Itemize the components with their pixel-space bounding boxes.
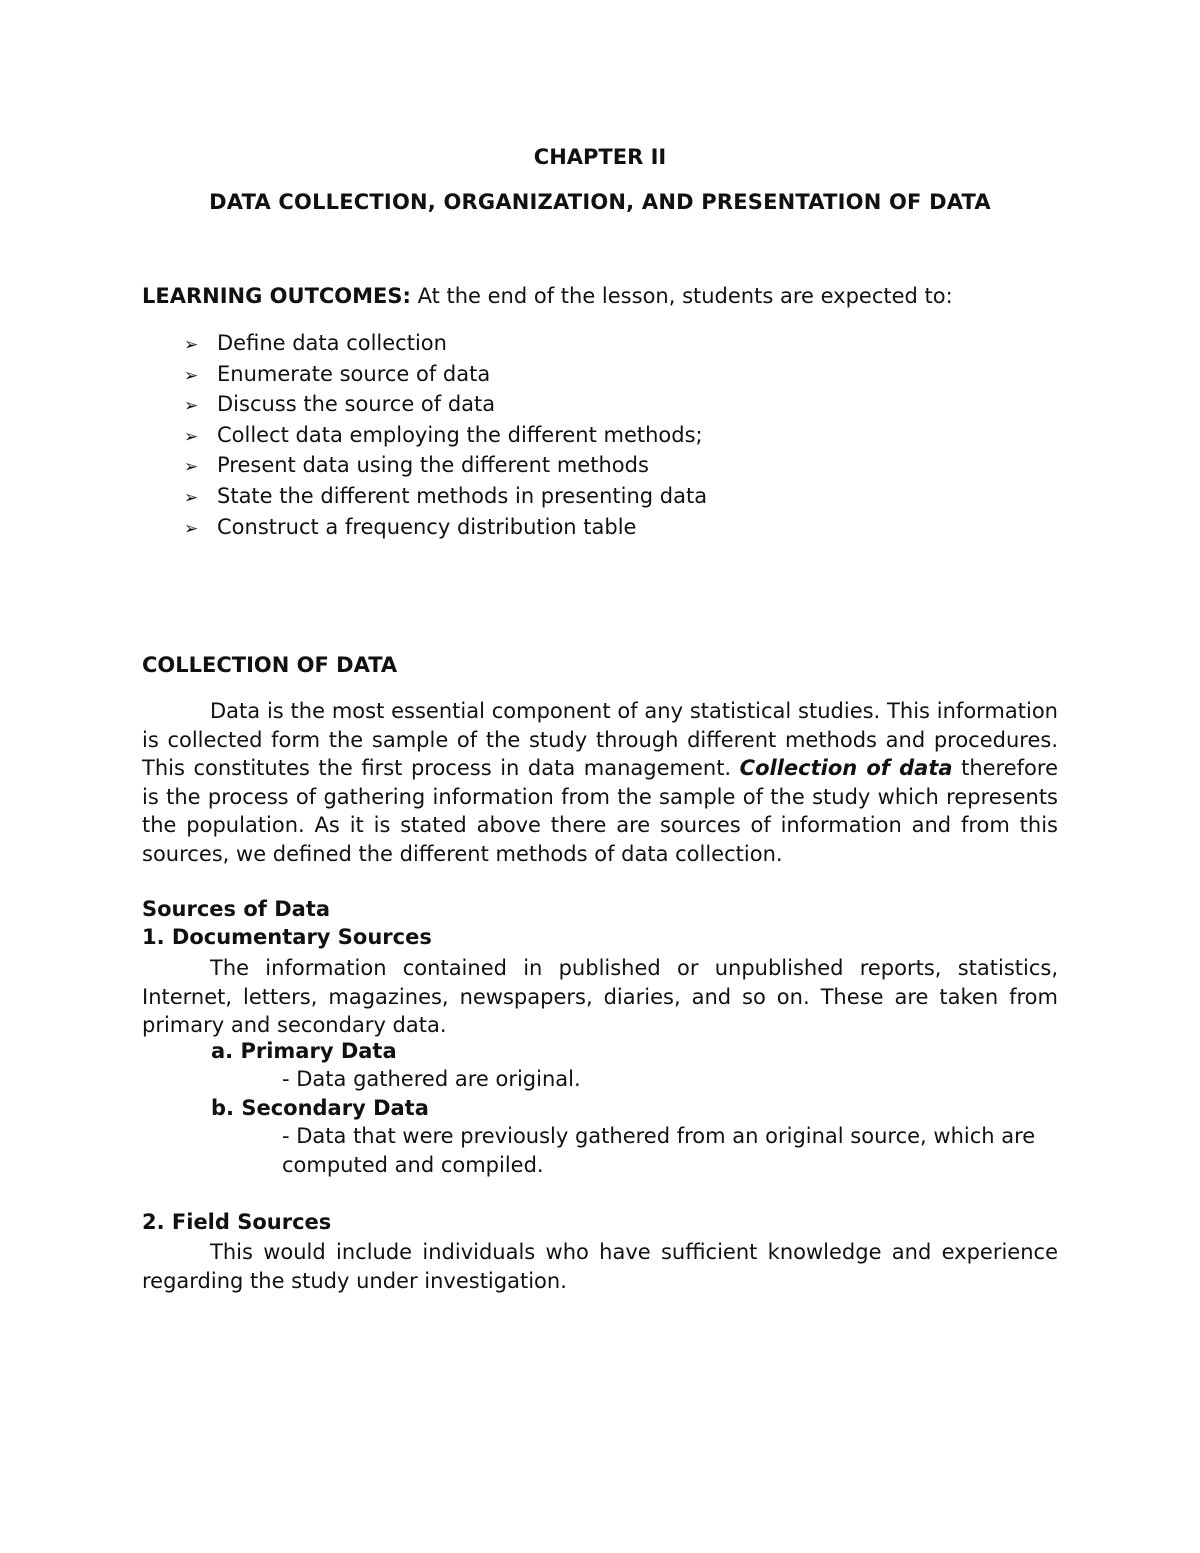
list-item <box>184 389 707 420</box>
list-item-text: Discuss the source of data <box>217 392 496 417</box>
field-sources-heading: 2. Field Sources <box>142 1210 332 1234</box>
list-item-text: State the different methods in presenting data <box>217 483 708 508</box>
secondary-data-text-line2: computed and compiled. <box>282 1153 544 1177</box>
arrow-bullet-icon: ➢ <box>184 365 199 386</box>
documentary-heading: 1. Documentary Sources <box>142 925 432 949</box>
arrow-bullet-icon: ➢ <box>184 335 199 355</box>
list-item-text: Define data collection <box>217 331 447 355</box>
secondary-data-heading: b. Secondary Data <box>211 1096 429 1120</box>
list-item <box>184 420 707 451</box>
arrow-bullet-icon: ➢ <box>184 457 199 478</box>
learning-outcomes-text: At the end of the lesson, students are expected to: <box>410 284 953 308</box>
collection-heading: COLLECTION OF DATA <box>142 653 398 677</box>
documentary-text: The information contained in published or unpublished reports, statistics, Internet, letters, magazines, newspapers, diaries, and so on. These are taken from primary and secondary data. <box>142 956 1058 1038</box>
list-item <box>184 328 707 359</box>
collection-paragraph <box>142 697 1058 869</box>
list-item-text: Construct a frequency distribution table <box>217 514 637 539</box>
list-item <box>184 481 707 512</box>
collection-emphasis: Collection of data <box>739 756 953 781</box>
list-item <box>184 359 707 390</box>
sources-heading: Sources of Data <box>142 897 331 921</box>
collection-text-after: therefore is the process of gathering information from the sample of the study which represents the population. As it is stated above there are sources of information and from this sources, we defined the different methods of data collection. <box>142 756 1058 866</box>
arrow-bullet-icon: ➢ <box>184 518 199 539</box>
learning-outcomes-intro <box>142 284 1058 308</box>
list-item <box>184 450 707 481</box>
list-item-text: Enumerate source of data <box>217 361 491 386</box>
field-sources-paragraph <box>142 1238 1058 1295</box>
chapter-number: CHAPTER II <box>533 145 667 169</box>
arrow-bullet-icon: ➢ <box>184 426 199 447</box>
list-item-text: Present data using the different methods <box>217 453 649 478</box>
field-sources-text: This would include individuals who have sufficient knowledge and experience regarding the study under investigation. <box>142 1240 1058 1293</box>
documentary-paragraph <box>142 954 1058 1040</box>
list-item-text: Collect data employing the different methods; <box>217 422 703 447</box>
chapter-title: DATA COLLECTION, ORGANIZATION, AND PRESENTATION OF DATA <box>209 190 991 214</box>
primary-data-heading: a. Primary Data <box>211 1039 397 1063</box>
learning-outcomes-label: LEARNING OUTCOMES: <box>142 284 411 308</box>
list-item <box>184 512 707 543</box>
collection-text-before: Data is the most essential component of any statistical studies. This information is collected form the sample of the study through different methods and procedures. This constitutes the first process in data management. <box>142 699 1058 781</box>
primary-data-text: - Data gathered are original. <box>282 1067 581 1091</box>
arrow-bullet-icon: ➢ <box>184 487 199 508</box>
learning-outcomes-list <box>184 328 707 542</box>
secondary-data-text-line1: - Data that were previously gathered from an original source, which are <box>282 1124 1036 1148</box>
arrow-bullet-icon: ➢ <box>184 396 199 417</box>
